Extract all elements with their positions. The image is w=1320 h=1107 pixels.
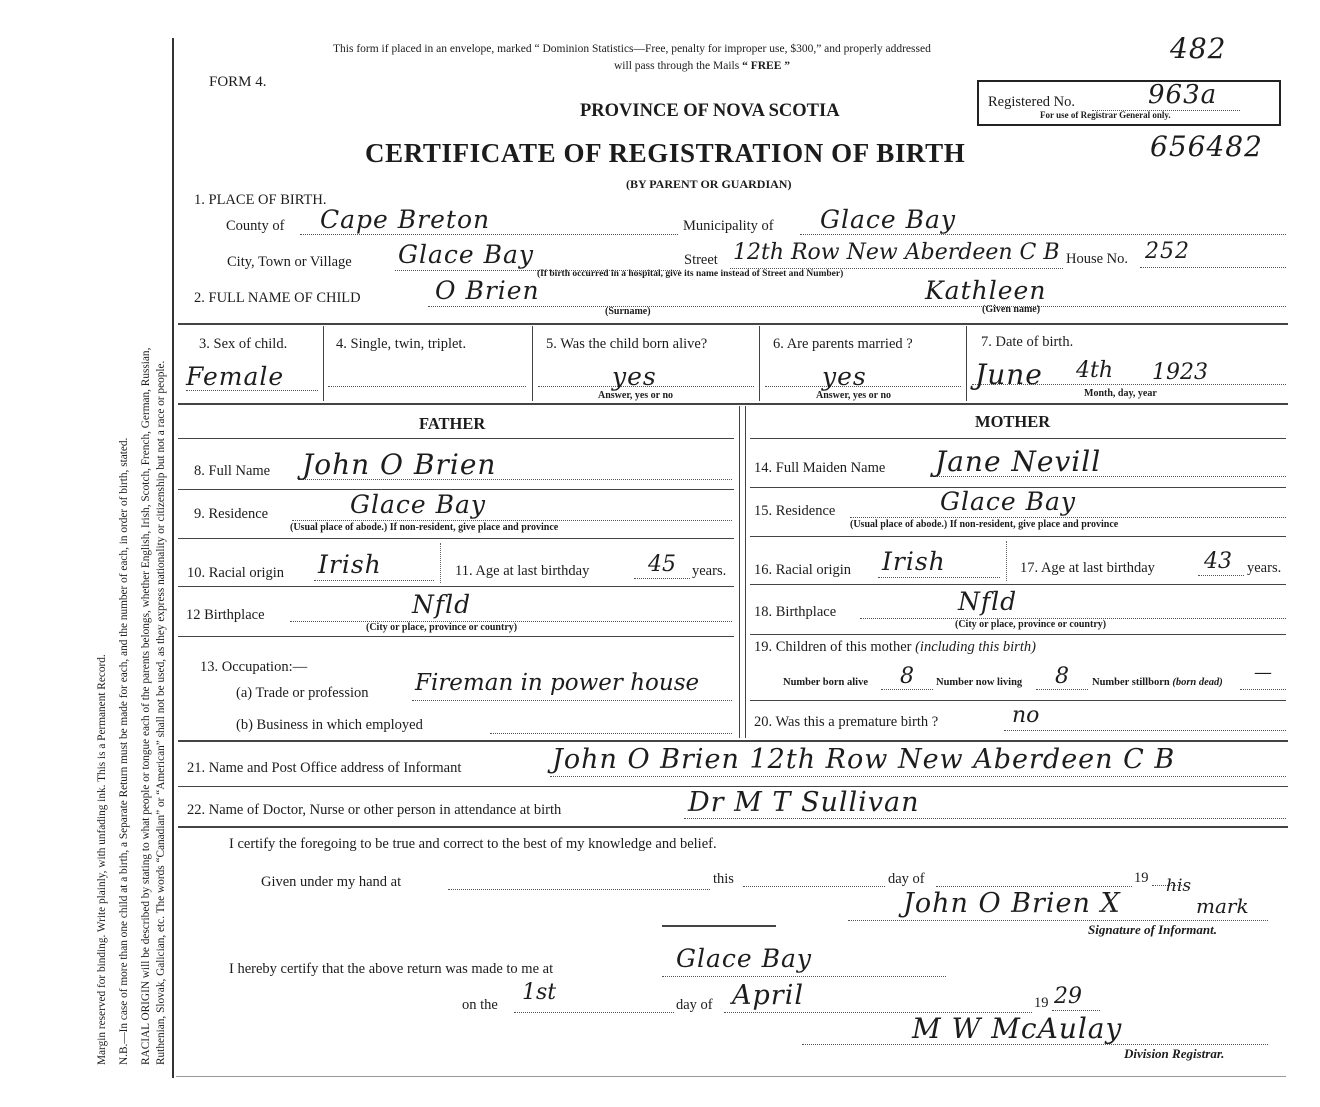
municipality-value: Glace Bay bbox=[820, 205, 957, 234]
father-residence-caption: (Usual place of abode.) If non-resident, give place and province bbox=[290, 522, 559, 533]
given-caption: (Given name) bbox=[982, 304, 1041, 315]
house-label: House No. bbox=[1066, 251, 1129, 267]
city-value: Glace Bay bbox=[398, 240, 535, 269]
city-label: City, Town or Village bbox=[227, 254, 352, 270]
mother-residence-value: Glace Bay bbox=[940, 487, 1077, 516]
month-value: April bbox=[732, 980, 804, 1011]
rule-r12 bbox=[178, 636, 734, 637]
registered-value: 963a bbox=[1148, 80, 1218, 110]
mother-residence-caption: (Usual place of abode.) If non-resident, give place and province bbox=[850, 519, 1119, 530]
stillborn-label: Number stillborn (born dead) bbox=[1092, 677, 1223, 688]
rule-columns-bottom bbox=[178, 740, 1288, 742]
father-name-label: 8. Full Name bbox=[194, 463, 271, 479]
municipality-label: Municipality of bbox=[683, 218, 774, 234]
informant-signature-line bbox=[848, 920, 1268, 921]
alive-value: yes bbox=[612, 362, 657, 391]
mother-birthplace-label: 18. Birthplace bbox=[754, 604, 837, 620]
father-racial-line bbox=[314, 580, 434, 581]
mother-residence-line bbox=[850, 517, 1286, 518]
father-residence-value: Glace Bay bbox=[350, 490, 487, 519]
certificate-title: CERTIFICATE OF REGISTRATION OF BIRTH bbox=[365, 138, 966, 168]
mother-name-label: 14. Full Maiden Name bbox=[754, 460, 886, 476]
given-under-label: Given under my hand at bbox=[261, 874, 402, 890]
registered-label: Registered No. bbox=[988, 94, 1075, 110]
house-value: 252 bbox=[1145, 239, 1190, 264]
born-alive-label: Number born alive bbox=[783, 677, 868, 688]
mother-name-value: Jane Nevill bbox=[935, 445, 1102, 478]
binding-margin-line bbox=[172, 38, 174, 1078]
alive-caption: Answer, yes or no bbox=[598, 390, 674, 401]
form-number: FORM 4. bbox=[209, 74, 267, 90]
informant-value: John O Brien 12th Row New Aberdeen C B bbox=[552, 744, 1176, 775]
county-line bbox=[300, 234, 678, 235]
father-age-label: 11. Age at last birthday bbox=[455, 563, 590, 579]
municipality-line bbox=[800, 234, 1286, 235]
rule-r10 bbox=[178, 586, 734, 587]
on-the-label: on the bbox=[462, 997, 498, 1013]
postal-notice-line2: will pass through the Mails “ FREE ” bbox=[614, 60, 791, 72]
mother-racial-label: 16. Racial origin bbox=[754, 562, 852, 578]
father-residence-line bbox=[292, 520, 732, 521]
father-age-unit: years. bbox=[692, 563, 727, 579]
father-racial-label: 10. Racial origin bbox=[187, 565, 285, 581]
trade-line bbox=[412, 700, 732, 701]
rule-r19 bbox=[750, 700, 1286, 701]
on-the-value: 1st bbox=[522, 980, 557, 1005]
doctor-value: Dr M T Sullivan bbox=[688, 787, 920, 818]
place-heading: 1. PLACE OF BIRTH. bbox=[194, 192, 327, 208]
father-residence-label: 9. Residence bbox=[194, 506, 269, 522]
this-label: this bbox=[713, 871, 734, 887]
street-value: 12th Row New Aberdeen C B bbox=[733, 240, 1060, 265]
surname-caption: (Surname) bbox=[605, 306, 651, 317]
registrar-signature: M W McAulay bbox=[912, 1012, 1123, 1045]
mother-birthplace-value: Nfld bbox=[958, 587, 1018, 616]
informant-line bbox=[550, 776, 1286, 777]
rule-v1 bbox=[323, 326, 324, 401]
margin-note-1: Margin reserved for binding. Write plainly, with unfading ink. This is a Permanent Record. bbox=[96, 654, 108, 1065]
premature-line bbox=[1004, 730, 1286, 731]
registrar-caption: Division Registrar. bbox=[1124, 1046, 1225, 1061]
child-name-line bbox=[428, 306, 1286, 307]
father-heading: FATHER bbox=[419, 414, 486, 433]
postal-notice-line1: This form if placed in an envelope, marked “ Dominion Statistics—Free, penalty for improper use, $300,” and properly addressed bbox=[333, 43, 931, 55]
mother-residence-label: 15. Residence bbox=[754, 503, 836, 519]
dob-year: 1923 bbox=[1152, 360, 1208, 385]
plurality-line bbox=[328, 386, 526, 387]
mother-age-line bbox=[1198, 575, 1244, 576]
child-name-label: 2. FULL NAME OF CHILD bbox=[194, 290, 361, 306]
informant-signature: John O Brien X bbox=[903, 888, 1121, 919]
year2-value: 29 bbox=[1054, 984, 1082, 1009]
county-label: County of bbox=[226, 218, 285, 234]
certificate-subtitle: (BY PARENT OR GUARDIAN) bbox=[626, 177, 792, 191]
rule-r18 bbox=[750, 634, 1286, 635]
sex-value: Female bbox=[186, 362, 285, 391]
now-living-label: Number now living bbox=[936, 677, 1023, 688]
father-age-value: 45 bbox=[648, 552, 676, 577]
rule-center-a bbox=[739, 406, 740, 738]
mother-age-label: 17. Age at last birthday bbox=[1020, 560, 1155, 576]
rule-top-box bbox=[178, 323, 1288, 325]
on-the-line bbox=[514, 1012, 674, 1013]
doctor-line bbox=[684, 818, 1286, 819]
year-prefix: 19 bbox=[1134, 870, 1149, 886]
father-racial-value: Irish bbox=[318, 550, 382, 579]
mother-age-unit: years. bbox=[1247, 560, 1282, 576]
margin-note-3: RACIAL ORIGIN will be described by stating to what people or tongue each of the parents belongs, whether English, Irish, Scotch, French, German, Russian, bbox=[140, 347, 152, 1065]
registrar-place-line bbox=[662, 976, 946, 977]
married-value: yes bbox=[822, 362, 867, 391]
mother-age-value: 43 bbox=[1204, 549, 1232, 574]
father-name-value: John O Brien bbox=[302, 448, 497, 481]
business-label: (b) Business in which employed bbox=[236, 717, 423, 733]
plurality-label: 4. Single, twin, triplet. bbox=[336, 336, 467, 352]
registrar-note: For use of Registrar General only. bbox=[1040, 110, 1171, 120]
stillborn-value: — bbox=[1254, 662, 1272, 683]
dob-label: 7. Date of birth. bbox=[981, 334, 1074, 350]
child-given-name: Kathleen bbox=[925, 276, 1047, 305]
trade-label: (a) Trade or profession bbox=[236, 685, 369, 701]
province-heading: PROVINCE OF NOVA SCOTIA bbox=[580, 101, 840, 121]
rule-bottom bbox=[176, 1076, 1286, 1077]
margin-note-4: Ruthenian, Slovak, Galician, etc. The words “Canadian” or “American” shall not be used, as they express nationality or citizenship but not a race or people. bbox=[155, 360, 167, 1065]
rule-father-racial-sep bbox=[440, 543, 441, 583]
premature-value: no bbox=[1012, 703, 1040, 728]
father-age-line bbox=[634, 578, 690, 579]
married-caption: Answer, yes or no bbox=[816, 390, 892, 401]
now-living-line bbox=[1036, 689, 1088, 690]
rule-father-head bbox=[178, 438, 734, 439]
rule-v3 bbox=[759, 326, 760, 401]
alive-label: 5. Was the child born alive? bbox=[546, 336, 708, 352]
born-alive-line bbox=[881, 689, 933, 690]
married-label: 6. Are parents married ? bbox=[773, 336, 913, 352]
mother-racial-value: Irish bbox=[882, 547, 946, 576]
father-birthplace-label: 12 Birthplace bbox=[186, 607, 265, 623]
signature-mark: mark bbox=[1196, 894, 1249, 918]
year2-prefix: 19 bbox=[1034, 995, 1049, 1011]
father-birthplace-value: Nfld bbox=[412, 590, 472, 619]
day-of-line bbox=[936, 886, 1132, 887]
rule-under-box bbox=[178, 403, 1288, 405]
rule-r9 bbox=[178, 538, 734, 539]
sex-label: 3. Sex of child. bbox=[199, 336, 288, 352]
rule-v2 bbox=[532, 326, 533, 401]
given-under-line bbox=[448, 889, 710, 890]
margin-note-2: N.B.—In case of more than one child at a birth, a Separate Return must be made for each, and the number of each, in order of birth, stated. bbox=[118, 437, 130, 1065]
registrar-statement: I hereby certify that the above return was made to me at bbox=[229, 961, 554, 977]
seal-line bbox=[662, 925, 776, 927]
dob-day: 4th bbox=[1076, 358, 1114, 383]
day-of-label: day of bbox=[888, 871, 925, 887]
children-label: 19. Children of this mother (including this birth) bbox=[754, 639, 1036, 655]
rule-r22 bbox=[178, 826, 1288, 828]
rule-r15 bbox=[750, 536, 1286, 537]
doctor-label: 22. Name of Doctor, Nurse or other person in attendance at birth bbox=[187, 802, 562, 818]
mother-racial-line bbox=[878, 577, 1000, 578]
stillborn-line bbox=[1240, 689, 1286, 690]
father-birthplace-caption: (City or place, province or country) bbox=[366, 622, 518, 633]
registrar-place: Glace Bay bbox=[676, 944, 813, 973]
county-value: Cape Breton bbox=[320, 205, 491, 234]
trade-value: Fireman in power house bbox=[415, 670, 700, 696]
title-number: 656482 bbox=[1150, 130, 1263, 163]
rule-mother-head bbox=[750, 438, 1286, 439]
now-living-value: 8 bbox=[1055, 664, 1069, 689]
rule-mother-racial-sep bbox=[1006, 541, 1007, 581]
hospital-note: (If birth occurred in a hospital, give its name instead of Street and Number) bbox=[537, 269, 844, 279]
dob-caption: Month, day, year bbox=[1084, 388, 1157, 399]
day-of2-label: day of bbox=[676, 997, 713, 1013]
premature-label: 20. Was this a premature birth ? bbox=[754, 714, 939, 730]
house-line bbox=[1140, 267, 1286, 268]
informant-signature-caption: Signature of Informant. bbox=[1088, 922, 1217, 937]
mother-heading: MOTHER bbox=[975, 412, 1051, 431]
child-surname: O Brien bbox=[435, 276, 540, 305]
business-line bbox=[490, 733, 732, 734]
signature-his: his bbox=[1166, 876, 1192, 896]
born-alive-value: 8 bbox=[900, 664, 914, 689]
corner-number: 482 bbox=[1170, 32, 1227, 65]
occupation-label: 13. Occupation:— bbox=[200, 659, 308, 675]
year2-line bbox=[1052, 1010, 1100, 1011]
mother-birthplace-caption: (City or place, province or country) bbox=[955, 619, 1107, 630]
informant-label: 21. Name and Post Office address of Informant bbox=[187, 760, 462, 776]
rule-center-b bbox=[745, 406, 746, 738]
this-line bbox=[743, 886, 885, 887]
certify-statement: I certify the foregoing to be true and correct to the best of my knowledge and belief. bbox=[229, 836, 717, 852]
street-label: Street bbox=[684, 252, 718, 268]
dob-month: June bbox=[975, 358, 1043, 391]
rule-v4 bbox=[966, 326, 967, 401]
rule-r16 bbox=[750, 584, 1286, 585]
